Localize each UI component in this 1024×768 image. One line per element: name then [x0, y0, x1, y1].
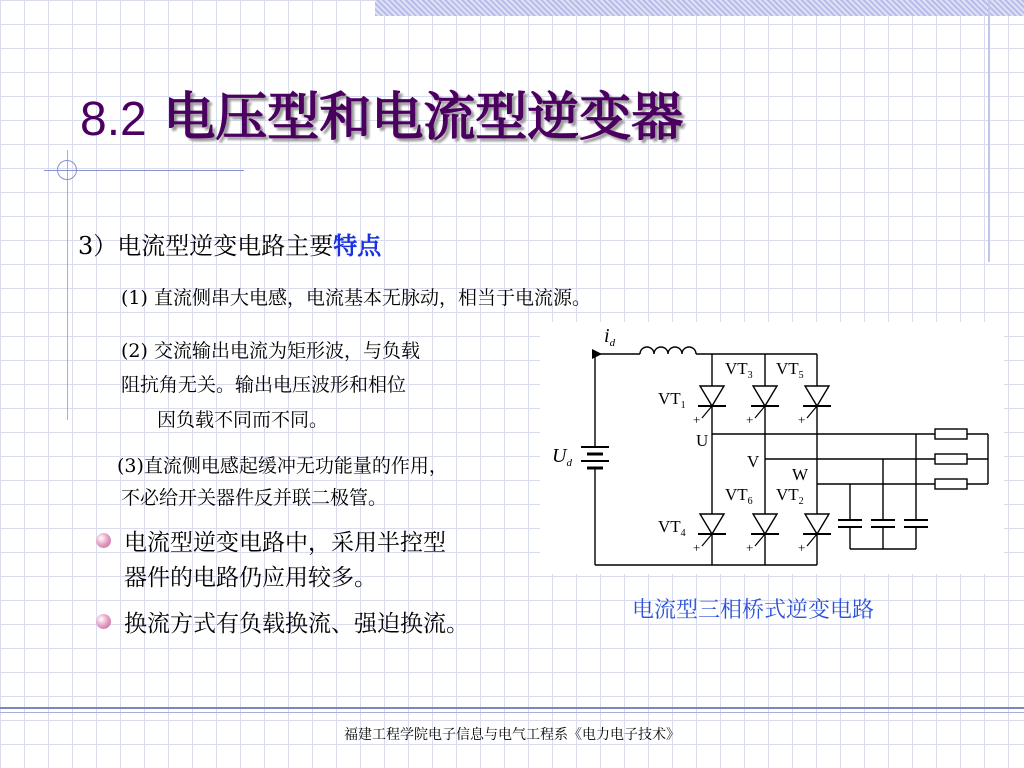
point-2-line-1: (2) 交流输出电流为矩形波，与负载	[121, 340, 420, 362]
gate-plus-label: +	[693, 540, 701, 555]
gate-plus-label: +	[798, 540, 806, 555]
vt6-label: $VT_6$	[725, 485, 753, 507]
vt5-label: $VT_5$	[776, 359, 804, 381]
point-2-line-2: 阻抗角无关。输出电压波形和相位	[121, 374, 407, 396]
bullet-icon	[96, 614, 111, 629]
vt3-label: $VT_3$	[725, 359, 753, 381]
page-title	[80, 86, 683, 152]
vt2-label: $VT_2$	[776, 485, 804, 507]
bullet-1-line-2: 器件的电路仍应用较多。	[124, 565, 377, 591]
point-2-line-3: 因负载不同而不同。	[157, 409, 329, 431]
footer-divider-thin	[0, 712, 1024, 713]
gate-plus-label: +	[746, 540, 754, 555]
footer-divider	[0, 707, 1024, 709]
title-number: 8.2	[80, 93, 147, 146]
phase-w-label: W	[792, 465, 809, 484]
decor-circle	[57, 160, 77, 180]
gate-plus-label: +	[798, 412, 806, 427]
dc-voltage-label: $U_d$	[552, 445, 572, 469]
circuit-background	[540, 322, 1004, 574]
footer-text: 福建工程学院电子信息与电气工程系《电力电子技术》	[344, 727, 680, 743]
inverter-circuit-diagram	[540, 322, 1004, 574]
point-3-line-1: (3)直流侧电感起缓冲无功能量的作用，	[117, 455, 448, 477]
bullet-2: 换流方式有负载换流、强迫换流。	[124, 611, 469, 637]
left-decor-line	[67, 150, 68, 420]
top-pattern-bar	[375, 0, 1024, 16]
section-keyword: 特点	[333, 231, 382, 260]
bullet-icon	[96, 533, 111, 548]
phase-v-label: V	[747, 452, 760, 471]
current-label: $i_d$	[604, 325, 616, 349]
section-heading	[78, 226, 381, 261]
gate-plus-label: +	[693, 412, 701, 427]
right-decor-line	[988, 0, 990, 262]
diagram-caption: 电流型三相桥式逆变电路	[632, 598, 875, 623]
title-text: 电压型和电流型逆变器	[163, 87, 684, 148]
vt4-label: $VT_4$	[658, 517, 686, 539]
point-1: (1) 直流侧串大电感，电流基本无脉动，相当于电流源。	[121, 287, 591, 309]
point-3-line-2: 不必给开关器件反并联二极管。	[121, 487, 388, 509]
gate-plus-label: +	[746, 412, 754, 427]
section-prefix: 3）电流型逆变电路主要	[78, 232, 334, 260]
bullet-1-line-1: 电流型逆变电路中，采用半控型	[124, 530, 446, 556]
phase-u-label: U	[696, 431, 709, 450]
vt1-label: $VT_1$	[658, 389, 686, 411]
